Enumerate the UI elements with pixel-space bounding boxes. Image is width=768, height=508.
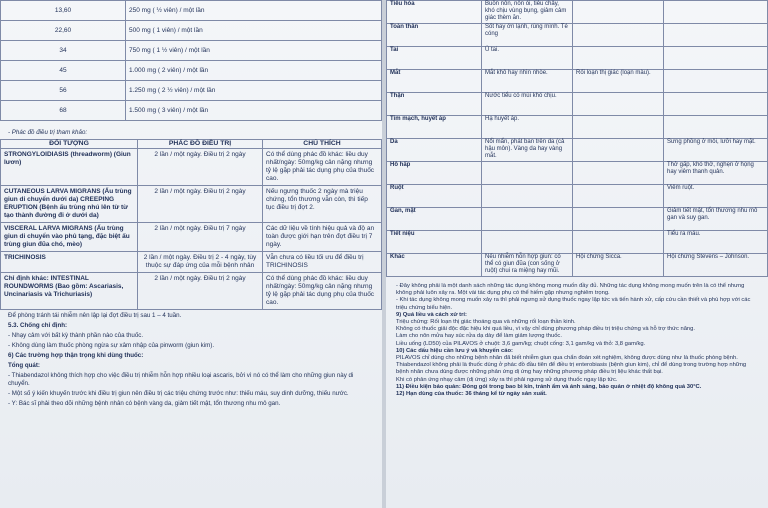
dose-table — [0, 0, 382, 121]
right-note: - Khi tác dụng không mong muốn xảy ra thì phải ngưng sử dụng thuốc ngay lập tức và tiến hành xử, cấp cứu cần thiết và phù hợp với các triệu chứng biểu hiện. — [396, 297, 751, 311]
dose-amount: 1.000 mg ( 2 viên) / một lần — [126, 61, 382, 81]
treatment-row — [1, 149, 382, 186]
adverse-system: Mắt — [387, 70, 482, 93]
adverse-common: Nổi mẩn, phát ban trên da (cả hậu môn). Vàng da hay vàng mắt. — [482, 139, 573, 162]
treatment-note: Nếu ngưng thuốc 2 ngày mà triệu chứng, tổn thương vẫn còn, thì tiếp tục điều trị đợt 2. — [263, 186, 382, 223]
adverse-system: Tai — [387, 47, 482, 70]
adverse-rare — [664, 24, 768, 47]
adverse-row — [387, 70, 768, 93]
adverse-system: Tim mạch, huyết áp — [387, 116, 482, 139]
adverse-system: Thận — [387, 93, 482, 116]
dose-weight: 68 — [1, 101, 126, 121]
left-note: - Không dùng làm thuốc phòng ngừa sự xâm nhập của pinworm (giun kim). — [8, 342, 215, 349]
left-note: Tổng quát: — [8, 362, 40, 369]
left-notes — [0, 312, 382, 408]
adverse-less-common — [573, 231, 664, 254]
treatment-row — [1, 252, 382, 273]
adverse-system: Khác — [387, 254, 482, 277]
right-column — [386, 0, 768, 508]
adverse-less-common: Rối loạn thị giác (loạn màu). — [573, 70, 664, 93]
treatment-row — [1, 223, 382, 252]
adverse-system: Tiết niệu — [387, 231, 482, 254]
dose-amount: 500 mg ( 1 viên) / một lần — [126, 21, 382, 41]
left-note: - Y: Bác sĩ phải theo dõi những bệnh nhân có bệnh vàng da, giảm tiết mật, tổn thương nhu mô gan. — [8, 400, 281, 407]
adverse-row — [387, 162, 768, 185]
treatment-regimen: 2 lần / một ngày. Điều trị 7 ngày — [138, 223, 263, 252]
adverse-common: Sốt hay ớn lạnh, rùng mình. Té cóng — [482, 24, 573, 47]
dose-amount: 1.500 mg ( 3 viên) / một lần — [126, 101, 382, 121]
adverse-less-common — [573, 185, 664, 208]
adverse-less-common — [573, 139, 664, 162]
adverse-row — [387, 139, 768, 162]
adverse-system: Da — [387, 139, 482, 162]
adverse-rare: Thở gấp, khó thở, nghẹn ở họng hay viêm thanh quản. — [664, 162, 768, 185]
right-note: 9) Quá liều và cách xử trí: — [396, 311, 467, 318]
dose-amount: 1.250 mg ( 2 ½ viên) / một lần — [126, 81, 382, 101]
adverse-common: Buồn nôn, nôn ói, tiêu chảy, khó chịu vùng bụng, giảm cảm giác thèm ăn. — [482, 1, 573, 24]
treatment-object: VISCERAL LARVA MIGRANS (Ấu trùng giun di chuyển vào phủ tạng, đặc biệt ấu trùng giun đũa chó, mèo) — [1, 223, 138, 252]
adverse-common — [482, 162, 573, 185]
adverse-rare — [664, 93, 768, 116]
adverse-common: Mắt khô hay nhìn nhòe. — [482, 70, 573, 93]
adverse-system: Tiêu hóa — [387, 1, 482, 24]
dose-amount: 250 mg ( ½ viên) / một lần — [126, 1, 382, 21]
adverse-rare — [664, 116, 768, 139]
adverse-row — [387, 208, 768, 231]
dose-row — [1, 61, 382, 81]
adverse-rare — [664, 47, 768, 70]
right-note: PILAVOS chỉ dùng cho những bệnh nhân đã biết nhiễm giun qua chẩn đoán xét nghiệm, không được dùng như là thuốc phòng bệnh. — [396, 355, 738, 362]
left-note: 5.3. Chống chỉ định: — [8, 322, 68, 329]
left-note: - Một số ý kiến khuyến trước khi điều trị giun nên điều trị các triệu chứng trước như: thiếu máu, suy dinh dưỡng, thiếu nước. — [8, 390, 349, 397]
adverse-system: Hô hấp — [387, 162, 482, 185]
treatment-regimen: 2 lần / một ngày. Điều trị 2 ngày — [138, 149, 263, 186]
adverse-less-common — [573, 93, 664, 116]
adverse-row — [387, 24, 768, 47]
treatment-regimen: 2 lần / một ngày. Điều trị 2 - 4 ngày, tùy thuộc sự đáp ứng của mỗi bệnh nhân — [138, 252, 263, 273]
right-notes — [396, 283, 758, 398]
dose-row — [1, 81, 382, 101]
treatment-header-object: ĐỐI TƯỢNG — [1, 140, 138, 149]
right-note: 12) Hạn dùng của thuốc: 36 tháng kể từ ngày sản xuất. — [396, 391, 547, 398]
dose-weight: 34 — [1, 41, 126, 61]
treatment-note: Có thể dùng phác đồ khác: liều duy nhất/ngày: 50mg/kg cân nặng nhưng tỷ lệ gặp phải tác dụng phụ của thuốc cao. — [263, 273, 382, 310]
left-note: Để phòng tránh tái nhiễm nên lập lại đợt điều trị sau 1 – 4 tuần. — [8, 312, 182, 319]
adverse-less-common — [573, 1, 664, 24]
adverse-rare: Viêm ruột. — [664, 185, 768, 208]
treatment-object: TRICHINOSIS — [1, 252, 138, 273]
treatment-object: Chỉ định khác: INTESTINAL ROUNDWORMS (Bao gồm: Ascariasis, Uncinariasis và Trichuriasis) — [1, 273, 138, 310]
right-note: Thiabendazol không phải là thuốc dùng ở phác đồ đầu tiên để điều trị enterobiasis (bệnh giun kim), chỉ để dùng trong trường hợp những bệnh nhân chưa dùng được những phản ứng dị ứng hay những phương pháp điều trị liệu khác thất bại. — [396, 362, 747, 376]
adverse-less-common: Hội chứng Sicca. — [573, 254, 664, 277]
adverse-common: Hạ huyết áp. — [482, 116, 573, 139]
left-note: - Nhạy cảm với bất kỳ thành phần nào của thuốc. — [8, 332, 144, 339]
right-note: - Đây không phải là một danh sách những tác dụng không mong muốn đầy đủ. Những tác dụng không mong muốn trên là có thể nhưng không phải luôn xảy ra. Một vài tác dụng phụ có thể hiếm gặp nhưng nghiêm trọng. — [396, 283, 745, 297]
right-note: Không có thuốc giải độc đặc hiệu khi quá liều, vì vậy chỉ dùng phương pháp điều trị triệu chứng và hỗ trợ thức năng. — [396, 326, 695, 333]
adverse-less-common — [573, 47, 664, 70]
treatment-table — [0, 139, 382, 310]
dose-weight: 45 — [1, 61, 126, 81]
right-note: 11) Điều kiện bảo quản: Đóng gói trong bao bì kín, tránh ẩm và ánh sáng, bảo quản ở nhiệt độ không quá 30°C. — [396, 383, 702, 390]
adverse-row — [387, 47, 768, 70]
left-note: - Thiabendazol không thích hợp cho việc điều trị nhiễm hỗn hợp nhiều loại ascaris, bởi vì nó có thể làm cho những giun này di chuyển. — [8, 372, 354, 387]
adverse-common — [482, 231, 573, 254]
dose-row — [1, 101, 382, 121]
left-column — [0, 0, 382, 508]
dose-weight: 56 — [1, 81, 126, 101]
adverse-system: Gan, mật — [387, 208, 482, 231]
dose-amount: 750 mg ( 1 ½ viên) / một lần — [126, 41, 382, 61]
adverse-less-common — [573, 162, 664, 185]
right-note: Khi có phản ứng nhạy cảm (dị ứng) xảy ra thì phải ngưng sử dụng thuốc ngay lập tức. — [396, 376, 618, 383]
adverse-common — [482, 185, 573, 208]
treatment-note: Vẫn chưa có liều tối ưu để điều trị TRICHINOSIS — [263, 252, 382, 273]
adverse-table — [386, 0, 768, 277]
treatment-header-regimen: PHÁC ĐỒ ĐIỀU TRỊ — [138, 140, 263, 149]
adverse-row — [387, 1, 768, 24]
adverse-row — [387, 93, 768, 116]
adverse-row — [387, 116, 768, 139]
treatment-regimen: 2 lần / một ngày. Điều trị 2 ngày — [138, 186, 263, 223]
dose-row — [1, 41, 382, 61]
adverse-system: Ruột — [387, 185, 482, 208]
treatment-row — [1, 273, 382, 310]
treatment-row — [1, 186, 382, 223]
treatment-intro: - Phác đồ điều trị tham khảo: — [8, 129, 88, 136]
treatment-object: STRONGYLOIDIASIS (threadworm) (Giun lươn) — [1, 149, 138, 186]
adverse-row — [387, 231, 768, 254]
dose-row — [1, 21, 382, 41]
right-note: Triệu chứng: Rối loạn thị giác thoáng qua và những rối loạn thần kinh. — [396, 319, 576, 326]
adverse-system: Toàn thân — [387, 24, 482, 47]
adverse-row — [387, 254, 768, 277]
right-note: Làm cho nôn mửa hay súc rửa dạ dày để làm giảm lượng thuốc. — [396, 333, 562, 340]
dose-row — [1, 1, 382, 21]
adverse-row — [387, 185, 768, 208]
treatment-object: CUTANEOUS LARVA MIGRANS (Ấu trùng giun di chuyển dưới da) CREEPING ERUPTION (Bệnh ấu trùng nhú lên từ từ tạo thành đường đi ở dưới da) — [1, 186, 138, 223]
adverse-less-common — [573, 116, 664, 139]
adverse-rare — [664, 1, 768, 24]
dose-weight: 13,60 — [1, 1, 126, 21]
adverse-common: Ù tai. — [482, 47, 573, 70]
adverse-rare — [664, 70, 768, 93]
adverse-rare: Tiểu ra máu. — [664, 231, 768, 254]
adverse-common: Nếu nhiễm hỗn hợp giun: có thể có giun đũa (con sống ở ruột) chui ra miệng hay mũi. — [482, 254, 573, 277]
adverse-rare: Giảm tiết mật, tổn thương nhu mô gan và suy gan. — [664, 208, 768, 231]
dose-weight: 22,60 — [1, 21, 126, 41]
adverse-less-common — [573, 208, 664, 231]
treatment-header-note: CHÚ THÍCH — [263, 140, 382, 149]
adverse-less-common — [573, 24, 664, 47]
adverse-rare: Hội chứng Stevens – Johnson. — [664, 254, 768, 277]
adverse-rare: Sưng phồng ở môi, lưỡi hay mặt. — [664, 139, 768, 162]
left-note: 6) Các trường hợp thận trọng khi dùng thuốc: — [8, 352, 144, 359]
adverse-common — [482, 208, 573, 231]
adverse-common: Nước tiểu có mùi khó chịu. — [482, 93, 573, 116]
treatment-note: Các dữ liệu về tính hiệu quả và độ an toàn được giới hạn trên đợt điều trị 7 ngày. — [263, 223, 382, 252]
treatment-regimen: 2 lần / một ngày. Điều trị 2 ngày — [138, 273, 263, 310]
treatment-note: Có thể dùng phác đồ khác: liều duy nhất/ngày: 50mg/kg cân nặng nhưng tỷ lệ gặp phải tác dụng phụ của thuốc cao. — [263, 149, 382, 186]
right-note: Liều uống (LD50) của PILAVOS ở chuột: 3,6 gam/kg; chuột cống: 3,1 gam/kg và thỏ: 3,8 gam/kg. — [396, 340, 646, 347]
right-note: 10) Các dấu hiệu cần lưu ý và khuyến cáo: — [396, 347, 513, 354]
